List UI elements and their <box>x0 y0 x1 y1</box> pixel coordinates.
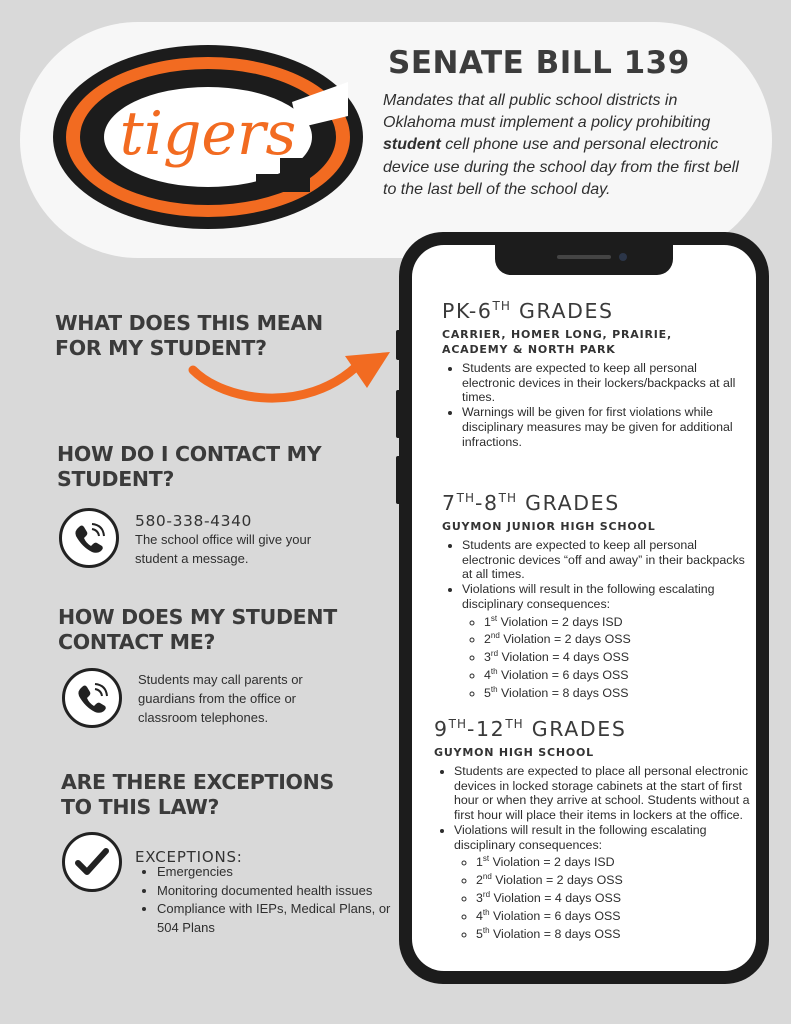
school-names: CARRIER, HOMER LONG, PRAIRIE, ACADEMY & NORTH PARK <box>442 328 672 356</box>
list-item: • Violations will result in the following escalating disciplinary consequences: ◦ 1st Violation = 2 days ISD ◦ 2nd Violation = 2 days OSS ◦ 3rd Violation = 4 days OSS ◦ 4th Violation = 6 days OSS ◦ 5th Violation = 8 days OSS <box>462 582 747 701</box>
list-item: • Monitoring documented health issues <box>157 882 397 901</box>
rules-list <box>442 361 747 449</box>
section-title: PK-6TH GRADES <box>442 299 614 323</box>
violation-item: ◦ 2nd Violation = 2 days OSS <box>476 870 752 888</box>
violations-list <box>454 852 752 941</box>
checkmark-icon <box>62 832 122 892</box>
violation-item: ◦ 4th Violation = 6 days OSS <box>476 906 752 924</box>
rules-list <box>434 764 752 941</box>
phone-icon <box>62 668 122 728</box>
phone-icon <box>59 508 119 568</box>
violations-list <box>462 612 747 701</box>
list-item: • Students are expected to keep all personal electronic devices “off and away” in their backpacks at all times. <box>462 538 747 582</box>
section-pk6 <box>442 299 747 449</box>
speaker-grille <box>557 255 611 259</box>
question-what-does-this-mean: WHAT DOES THIS MEAN FOR MY STUDENT? <box>55 311 323 360</box>
tigers-g-logo <box>48 42 368 232</box>
list-item: • Violations will result in the following escalating disciplinary consequences: ◦ 1st Violation = 2 days ISD ◦ 2nd Violation = 2 days OSS ◦ 3rd Violation = 4 days OSS ◦ 4th Violation = 6 days OSS ◦ 5th Violation = 8 days OSS <box>454 823 752 942</box>
section-9-12 <box>434 717 752 941</box>
violation-item: ◦ 1st Violation = 2 days ISD <box>476 852 752 870</box>
contact-note: The school office will give your student a message. <box>135 532 312 566</box>
bill-description: Mandates that all public school districts in Oklahoma must implement a policy prohibiting student cell phone use and personal electronic device use during the school day from the first bell to the last bell of the school day. <box>383 92 739 198</box>
page-title: SENATE BILL 139 <box>388 45 690 81</box>
question-how-student-contact-me: HOW DOES MY STUDENT CONTACT ME? <box>58 605 337 654</box>
phone-frame <box>399 232 769 984</box>
list-item: • Students are expected to keep all personal electronic devices in their lockers/backpacks at all times. <box>462 361 747 405</box>
question-exceptions: ARE THERE EXCEPTIONS TO THIS LAW? <box>61 770 334 819</box>
exceptions-heading: EXCEPTIONS: <box>135 848 243 866</box>
question-how-contact-student: HOW DO I CONTACT MY STUDENT? <box>57 442 322 491</box>
section-title: 7TH-8TH GRADES <box>442 491 620 515</box>
section-7-8 <box>442 491 747 701</box>
list-item: • Emergencies <box>157 863 397 882</box>
phone-notch <box>495 245 673 275</box>
camera-icon <box>619 253 627 261</box>
violation-item: ◦ 3rd Violation = 4 days OSS <box>476 888 752 906</box>
section-title: 9TH-12TH GRADES <box>434 717 627 741</box>
phone-screen <box>412 245 756 971</box>
exceptions-list <box>137 863 397 937</box>
list-item: • Warnings will be given for first violations while disciplinary measures may be given for additional infractions. <box>462 405 747 449</box>
list-item: • Students are expected to place all personal electronic devices in locked storage cabinets at the start of first hour or when they arrive at school. Students without a first hour will place their items in lockers at the office. <box>454 764 752 823</box>
school-phone-number[interactable]: 580-338-4340 <box>135 512 253 530</box>
school-name: GUYMON JUNIOR HIGH SCHOOL <box>442 520 656 533</box>
violation-item: ◦ 5th Violation = 8 days OSS <box>484 683 747 701</box>
logo-script-text: tigers <box>119 99 297 169</box>
violation-item: ◦ 5th Violation = 8 days OSS <box>476 924 752 942</box>
curved-arrow-icon <box>185 342 395 412</box>
violation-item: ◦ 4th Violation = 6 days OSS <box>484 665 747 683</box>
rules-list <box>442 538 747 701</box>
student-contact-note: Students may call parents or guardians from the office or classroom telephones. <box>138 672 303 725</box>
violation-item: ◦ 2nd Violation = 2 days OSS <box>484 629 747 647</box>
violation-item: ◦ 1st Violation = 2 days ISD <box>484 612 747 630</box>
violation-item: ◦ 3rd Violation = 4 days OSS <box>484 647 747 665</box>
list-item: • Compliance with IEPs, Medical Plans, or 504 Plans <box>157 900 397 937</box>
school-name: GUYMON HIGH SCHOOL <box>434 746 594 759</box>
